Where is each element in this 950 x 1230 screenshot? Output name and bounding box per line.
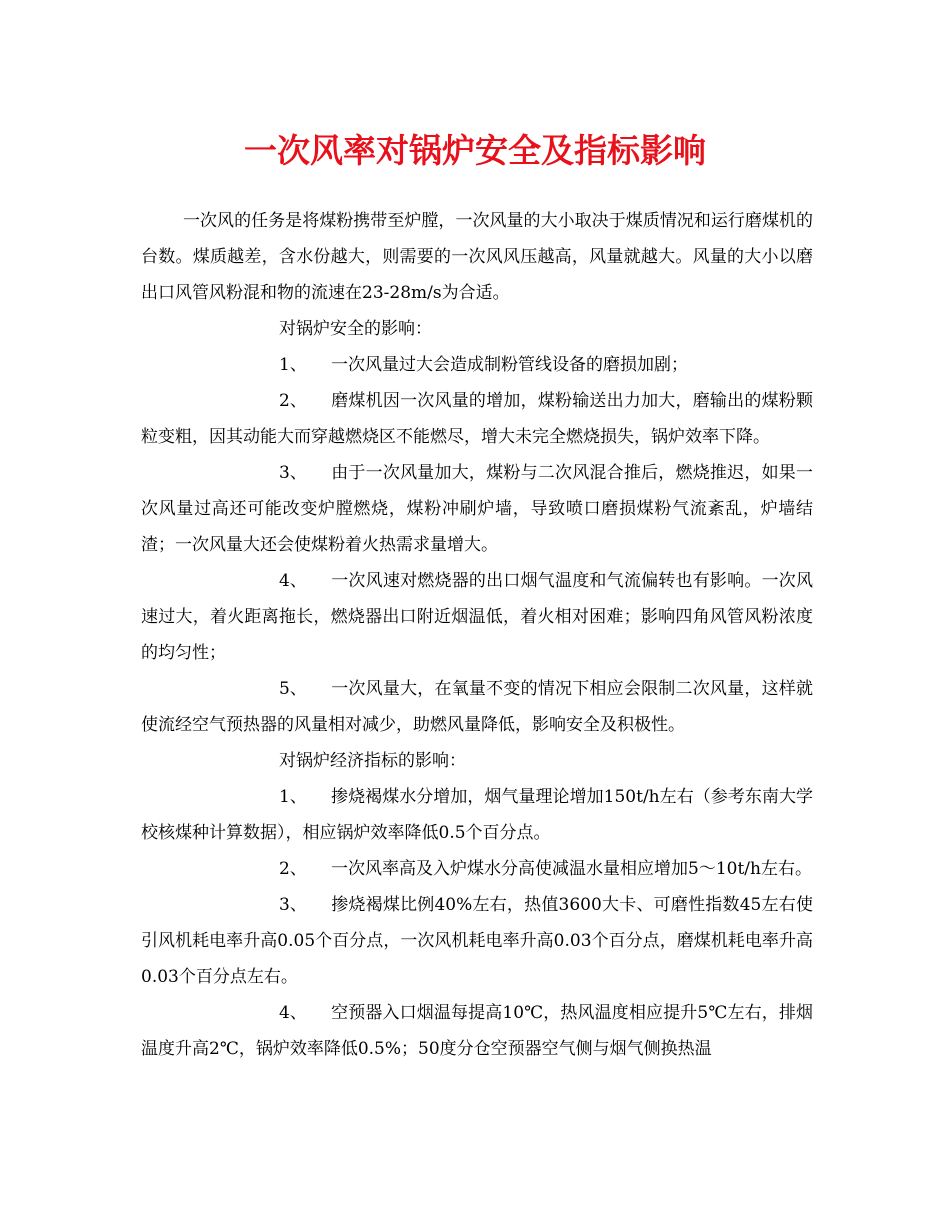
item-text: 一次风速对燃烧器的出口烟气温度和气流偏转也有影响。一次风速过大，着火距离拖长，燃烧器出口附近烟温低，着火相对困难；影响四角风管风粉浓度的均匀性； — [141, 571, 813, 663]
item-number: 1、 — [279, 355, 307, 375]
economy-item-1 — [141, 779, 813, 851]
item-text: 由于一次风量加大，煤粉与二次风混合推后，燃烧推迟，如果一次风量过高还可能改变炉膛燃烧，煤粉冲刷炉墙，导致喷口磨损煤粉气流紊乱，炉墙结渣；一次风量大还会使煤粉着火热需求量增大。 — [141, 463, 813, 555]
item-text: 空预器入口烟温每提高10℃，热风温度相应提升5℃左右，排烟温度升高2℃，锅炉效率降低0.5%；50度分仓空预器空气侧与烟气侧换热温 — [141, 1003, 813, 1059]
economy-item-2 — [141, 851, 813, 887]
document-title: 一次风率对锅炉安全及指标影响 — [244, 131, 706, 170]
item-number: 3、 — [279, 463, 307, 483]
item-number: 2、 — [279, 859, 307, 879]
item-text: 一次风量过大会造成制粉管线设备的磨损加剧； — [331, 355, 688, 375]
item-text: 掺烧褐煤比例40%左右，热值3600大卡、可磨性指数45左右使引风机耗电率升高0.05个百分点，一次风机耗电率升高0.03个百分点，磨煤机耗电率升高0.03个百分点左右。 — [141, 895, 813, 987]
item-number: 5、 — [279, 679, 307, 699]
item-number: 4、 — [279, 571, 307, 591]
item-text: 一次风率高及入炉煤水分高使减温水量相应增加5～10t/h左右。 — [331, 859, 812, 879]
document-body — [141, 203, 813, 1067]
item-text: 磨煤机因一次风量的增加，煤粉输送出力加大，磨输出的煤粉颗粒变粗，因其动能大而穿越燃烧区不能燃尽，增大未完全燃烧损失，锅炉效率下降。 — [141, 391, 813, 447]
item-number: 3、 — [279, 895, 307, 915]
safety-item-3 — [141, 455, 813, 563]
item-text: 一次风量大，在氧量不变的情况下相应会限制二次风量，这样就使流经空气预热器的风量相对减少，助燃风量降低，影响安全及积极性。 — [141, 679, 813, 735]
safety-item-4 — [141, 563, 813, 671]
item-number: 1、 — [279, 787, 307, 807]
safety-heading: 对锅炉安全的影响： — [279, 319, 432, 339]
item-number: 2、 — [279, 391, 307, 411]
safety-item-1 — [141, 347, 813, 383]
safety-item-2 — [141, 383, 813, 455]
safety-item-5 — [141, 671, 813, 743]
item-number: 4、 — [279, 1003, 307, 1023]
item-text: 掺烧褐煤水分增加，烟气量理论增加150t/h左右（参考东南大学校核煤种计算数据），相应锅炉效率降低0.5个百分点。 — [141, 787, 813, 843]
economy-heading: 对锅炉经济指标的影响： — [279, 751, 466, 771]
intro-paragraph: 一次风的任务是将煤粉携带至炉膛，一次风量的大小取决于煤质情况和运行磨煤机的台数。煤质越差，含水份越大，则需要的一次风风压越高，风量就越大。风量的大小以磨出口风管风粉混和物的流速在23-28m/s为合适。 — [141, 211, 813, 303]
economy-item-3 — [141, 887, 813, 995]
economy-item-4 — [141, 995, 813, 1067]
